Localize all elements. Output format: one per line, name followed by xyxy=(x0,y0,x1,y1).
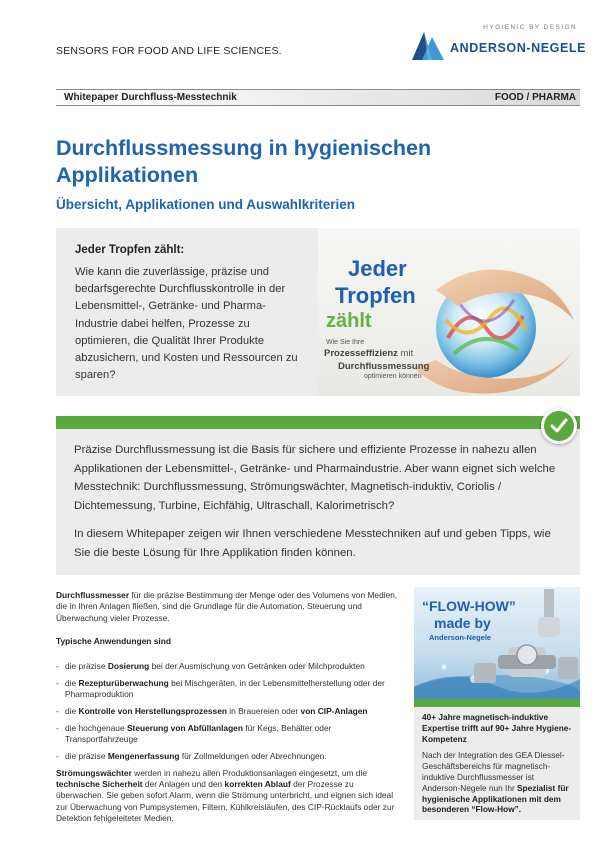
item-bold: von CIP-Anlagen xyxy=(300,706,368,717)
sidebar-text xyxy=(414,748,580,820)
hero-caption-3: Durchflussmessung xyxy=(338,361,430,372)
item-bold: Mengenerfassung xyxy=(107,750,180,761)
item-bold: Steuerung von Abfüllanlagen xyxy=(126,722,243,733)
hero-caption-2-bold: Prozesseffizienz xyxy=(324,348,398,359)
page-title xyxy=(56,135,586,189)
item-bold: Rezepturüberwachung xyxy=(78,677,169,688)
item-text: für Zollmeldungen oder Abrechnungen. xyxy=(179,750,327,761)
flow-how-title: “FLOW-HOW” xyxy=(422,598,516,614)
topbar-industry: FOOD / PHARMA xyxy=(494,92,576,103)
item-text: die xyxy=(65,706,79,717)
intro-text: Wie kann die zuverlässige, präzise und bedarfsgerechte Durchflusskontrolle in der Lebensmittel-, Getränke- und Pharma-Industrie dabei helfen, Prozesse zu optimieren, die Qualität Ihrer Produkte abzusichern, und Kosten und Ressourcen zu sparen? xyxy=(75,266,298,382)
item-text: die xyxy=(65,677,79,688)
item-text: die hochgenaue xyxy=(65,722,127,733)
sidebar-text-bold: Spezialist für hygienische Applikationen mit dem besonderen “Flow-How”. xyxy=(422,782,569,815)
body-paragraph-2 xyxy=(56,768,401,824)
hero-caption-4: optimieren können xyxy=(364,373,422,380)
intro-heading: Jeder Tropfen zählt: xyxy=(75,244,185,256)
checkmark-icon xyxy=(541,408,577,444)
hero-headline-3: zählt xyxy=(326,310,372,332)
hero-headline-1: Jeder xyxy=(348,256,407,281)
body-p1-bold: Durchflussmesser xyxy=(56,590,130,600)
applications-heading: Typische Anwendungen sind xyxy=(56,635,171,646)
page-title-line-1: Durchflussmessung in hygienischen xyxy=(56,136,432,160)
sidebar-text-plain: Nach der Integration des GEA Diessel-Geschäftsbereichs für magnetisch-induktive Durchflussmesser ist Anderson-Negele nun Ihr xyxy=(422,750,565,793)
item-bold: Dosierung xyxy=(107,661,150,672)
topbar-document-type: Whitepaper Durchfluss-Messtechnik xyxy=(64,92,237,103)
company-logo[interactable] xyxy=(410,24,587,64)
flow-how-made-by: made by xyxy=(434,615,491,631)
hero-caption-2 xyxy=(324,348,413,359)
hero-caption-2-rest: mit xyxy=(397,348,414,359)
item-text: bei der Ausmischung von Getränken oder Milchprodukten xyxy=(149,661,365,672)
item-text: die präzise xyxy=(65,661,108,672)
anderson-negele-triangle-logo-icon xyxy=(410,27,446,63)
tagline: SENSORS FOR FOOD AND LIFE SCIENCES. xyxy=(56,45,282,57)
summary-paragraph-1: Präzise Durchflussmessung ist die Basis für sichere und effiziente Prozesse in nahezu allen Applikationen der Lebensmittel-, Getränke- und Pharmaindustrie. Aber wann eignet sich welche Messtechnik: Durchflussmessung, Strömungswächter, Magnetisch-induktiv, Coriolis / Dichtemessung, Turbine, Eichfähig, Ultraschall, Kalorimetrisch? xyxy=(74,444,556,512)
hero-headline-2: Tropfen xyxy=(335,283,416,308)
intro-box xyxy=(56,228,318,396)
item-text: für Kegs, Behälter oder Transportfahrzeuge xyxy=(65,722,332,745)
logo-name: ANDERSON-NEGELE xyxy=(450,41,587,55)
item-text: bei Mischgeräten, in der Lebensmittelherstellung oder der Pharmaproduktion xyxy=(65,677,385,700)
body-p2-bold: korrekten Ablauf xyxy=(224,779,291,790)
hero-image xyxy=(318,228,580,396)
hero-caption-1: Wie Sie Ihre xyxy=(326,339,365,346)
body-p2-text: der Prozesse zu überwachen. Sie geben sofort Alarm, wenn die Strömung unterbricht, und eignen sich ideal zur Überwachung von Pumpsystemen, Filtern, Kühlkreisläufen, des CIP-Rücklaufs oder zur Detektion fehlgeleiteter Medien. xyxy=(56,779,395,823)
item-text: die präzise xyxy=(65,750,108,761)
body-p2-bold: technische Sicherheit xyxy=(56,779,143,790)
summary-accent-bar xyxy=(56,416,580,429)
body-p2-text: der Anlagen und den xyxy=(142,779,225,790)
list-item xyxy=(56,751,401,762)
body-column xyxy=(56,590,401,824)
page-title-line-2: Applikationen xyxy=(56,163,199,187)
flow-how-company: Anderson-Negele xyxy=(429,633,492,642)
list-item xyxy=(56,706,401,717)
document-topbar xyxy=(56,89,580,106)
flow-how-green-strip xyxy=(414,699,580,707)
summary-box xyxy=(56,429,580,575)
body-p1-text: für die präzise Bestimmung der Menge oder des Volumens von Medien, die in Ihren Anlagen fließen, sind die Grundlage für die Automation, Steuerung und Überwachung vieler Prozesse. xyxy=(56,590,398,623)
list-item xyxy=(56,678,401,701)
body-p2-text: werden in nahezu allen Produktionsanlagen eingesetzt, um die xyxy=(131,767,367,778)
body-p2-bold: Strömungswächter xyxy=(56,767,132,778)
body-paragraph-1 xyxy=(56,590,401,624)
item-bold: Kontrolle von Herstellungsprozessen xyxy=(78,706,227,717)
flow-how-image xyxy=(414,587,580,707)
applications-list xyxy=(56,661,401,762)
sidebar-box xyxy=(414,587,580,820)
sidebar-heading: 40+ Jahre magnetisch-induktive Expertise trifft auf 90+ Jahre Hygiene-Kompetenz xyxy=(414,707,580,748)
summary-paragraph-2: In diesem Whitepaper zeigen wir Ihnen verschiedene Messtechniken auf und geben Tipps, wie Sie die beste Lösung für Ihre Applikation finden können. xyxy=(74,528,551,559)
list-item xyxy=(56,661,401,672)
logo-claim: HYGIENIC BY DESIGN xyxy=(483,24,577,31)
item-text: in Brauereien oder xyxy=(226,706,301,717)
list-item xyxy=(56,723,401,746)
page-subtitle: Übersicht, Applikationen und Auswahlkriterien xyxy=(56,197,356,212)
